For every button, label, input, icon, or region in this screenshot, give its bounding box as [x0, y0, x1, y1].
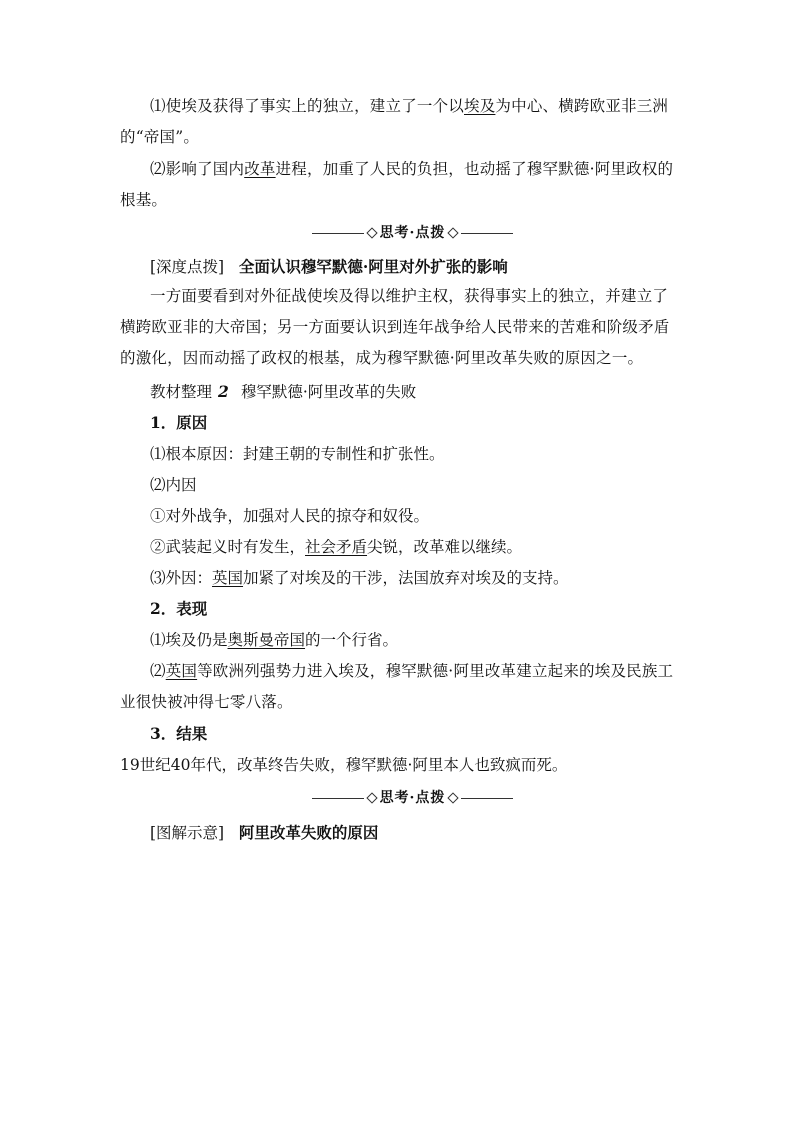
section-divider: [300, 223, 525, 243]
cause-internal-2: [150, 537, 522, 557]
underlined-keyword: 改革: [244, 160, 276, 178]
performance-2: [120, 656, 680, 718]
result-body: 19世纪40年代，改革终告失败，穆罕默德·阿里本人也致疯而死。: [120, 756, 568, 774]
paragraph-independence: [120, 91, 680, 153]
diagram-tag: [图解示意]: [150, 824, 225, 842]
cause-internal: ⑵内因: [150, 476, 197, 494]
text: 进程，加重了人民的负担，也动摇了穆罕默德·阿里政权的根基。: [120, 160, 674, 209]
text: 为中心、横跨欧亚非三洲的“帝国”。: [120, 97, 669, 146]
section2-heading: [150, 382, 416, 402]
divider-rule-left: [312, 233, 364, 234]
performance-1: [150, 630, 398, 650]
text: 尖锐，改革难以继续。: [367, 538, 523, 556]
text: ⑵影响了国内: [150, 160, 245, 178]
divider-label: 思考·点拨: [379, 225, 446, 241]
cause-root: ⑴根本原因：封建王朝的专制性和扩张性。: [150, 445, 445, 463]
section-number: 2: [218, 382, 229, 401]
section-divider: [300, 788, 525, 808]
text: ②武装起义时有发生，: [150, 538, 306, 556]
underlined-keyword: 英国: [165, 662, 198, 680]
paragraph-reform-impact: [120, 154, 680, 216]
text: ⑴使埃及获得了事实上的独立，建立了一个以: [150, 97, 465, 115]
diagram-title: 阿里改革失败的原因: [238, 823, 379, 842]
insight-title: 全面认识穆罕默德·阿里对外扩张的影响: [238, 257, 508, 276]
diamond-icon: [448, 792, 459, 803]
diamond-icon: [366, 227, 377, 238]
text: ⑶外因：: [150, 569, 213, 587]
insight-heading: [150, 257, 508, 277]
text: 的一个行省。: [305, 631, 399, 649]
diagram-heading: [150, 823, 378, 843]
performance-heading: 2．表现: [150, 599, 208, 618]
underlined-keyword: 埃及: [464, 97, 496, 115]
underlined-keyword: 奥斯曼帝国: [227, 631, 306, 649]
diamond-icon: [366, 792, 377, 803]
diamond-icon: [448, 227, 459, 238]
insight-body: 一方面要看到对外征战使埃及得以维护主权，获得事实上的独立，并建立了横跨欧亚非的大帝国；另一方面要认识到连年战争给人民带来的苦难和阶级矛盾的激化，因而动摇了政权的根基，成为穆罕默德·阿里改革失败的原因之一。: [120, 287, 670, 367]
section-prefix: 教材整理: [150, 383, 213, 401]
result-heading: 3．结果: [150, 724, 208, 743]
section-title: 穆罕默德·阿里改革的失败: [240, 383, 417, 401]
underlined-keyword: 英国: [212, 569, 244, 587]
text: 等欧洲列强势力进入埃及，穆罕默德·阿里改革建立起来的埃及民族工业很快被冲得七零八落。: [120, 662, 674, 711]
cause-external: [150, 568, 569, 588]
text: 加紧了对埃及的干涉，法国放弃对埃及的支持。: [243, 569, 569, 587]
cause-heading: 1．原因: [150, 413, 208, 432]
text: ⑴埃及仍是: [150, 631, 228, 649]
divider-label: 思考·点拨: [379, 790, 446, 806]
insight-tag: [深度点拨]: [150, 258, 225, 276]
text: ⑵: [150, 662, 166, 680]
divider-rule-left: [312, 798, 364, 799]
divider-rule-right: [461, 233, 513, 234]
underlined-keyword: 社会矛盾: [305, 538, 368, 556]
cause-internal-1: ①对外战争，加强对人民的掠夺和奴役。: [150, 507, 430, 525]
divider-rule-right: [461, 798, 513, 799]
